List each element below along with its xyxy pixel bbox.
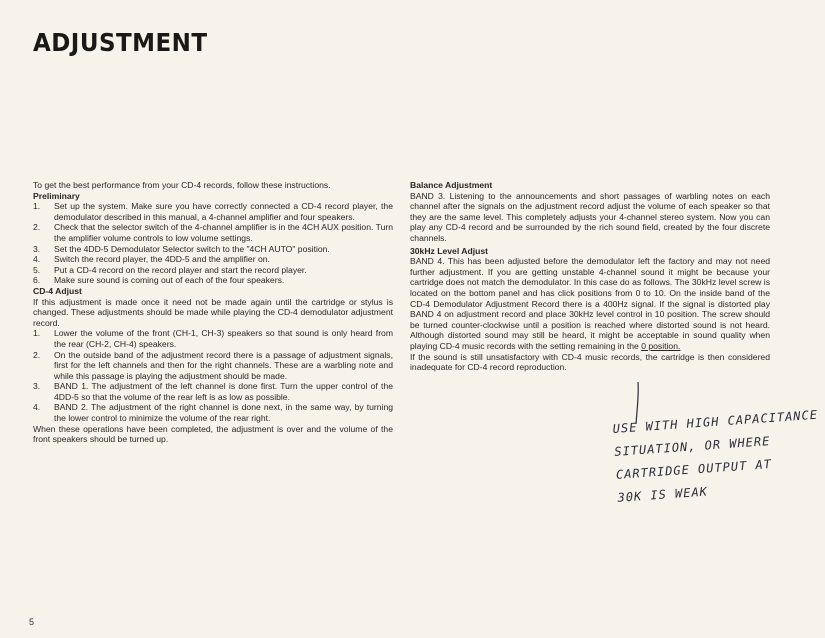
underlined-position-text: 0 position. (641, 340, 681, 351)
level-adjust-paragraph: BAND 4. This has been adjusted before the demodulator left the factory and may not need further adjustment. If you are getting unstable 4-channel sound it might be because your cartridge does not match the demodulator. In this case do as follows. The 30kHz level screw is located on the bottom panel and has click positions from 0 to 10. On the inside band of the CD-4 Demodulator Adjustment Record there is a 400Hz signal. If the signal is distorted play BAND 4 on adjustment record and place 30kHz level control in 10 position. The screw should be turned counter-clockwise until a position is reached where distorted sound is not heard. Although distorted sound may still be heard, it might be acceptable in sound quality when playing CD-4 music records with the setting remaining in the 0 position. (410, 256, 770, 351)
cd4-adjust-heading: CD-4 Adjust (33, 285, 82, 296)
level-adjust-closing: If the sound is still unsatisfactory with CD-4 music records, the cartridge is then considered inadequate for CD-4 record reproduction. (410, 351, 770, 373)
closing-paragraph: When these operations have been completed, the adjustment is over and the volume of the front speakers should be turned up. (33, 423, 393, 445)
intro-paragraph: To get the best performance from your CD-4 records, follow these instructions. (33, 180, 331, 190)
list-item: 2. Check that the selector switch of the 4-channel amplifier is in the 4CH AUX position. Turn the amplifier volume controls to low volume settings. (33, 222, 393, 243)
handwritten-note (612, 404, 824, 510)
balance-adjustment-paragraph: BAND 3. Listening to the announcements and short passages of warbling notes on each channel after the signals on the adjustment record adjust the volume of each speaker so that they are the same level. This completely adjusts your 4-channel stereo system. Now you can play any CD-4 record and be surrounded by the rich sound field, created by the four discrete channels. (410, 190, 770, 243)
preliminary-heading: Preliminary (33, 190, 80, 201)
list-item: 4. BAND 2. The adjustment of the right channel is done next, in the same way, by turning the lower control to minimize the volume of the rear right. (33, 402, 393, 424)
note-line: 30K IS WEAK (617, 484, 709, 505)
note-line: SITUATION, OR WHERE (613, 434, 771, 459)
cd4-intro-paragraph: If this adjustment is made once it need not be made again until the cartridge or stylus is changed. These adjustments should be made while playing the CD-4 demodulator adjustment record. (33, 296, 393, 328)
list-item: 1. Lower the volume of the front (CH-1, CH-3) speakers so that sound is only heard from the rear (CH-2, CH-4) speakers. (33, 328, 393, 349)
list-item: 5. Put a CD-4 record on the record player and start the record player. (33, 264, 307, 275)
balance-adjustment-heading: Balance Adjustment (410, 180, 493, 190)
list-item: 6. Make sure sound is coming out of each of the four speakers. (33, 275, 285, 286)
note-line: USE WITH HIGH CAPACITANCE (612, 407, 819, 436)
list-item: 3. Set the 4DD-5 Demodulator Selector switch to the "4CH AUTO" position. (33, 243, 330, 254)
list-item: 4. Switch the record player, the 4DD-5 and the amplifier on. (33, 254, 270, 265)
list-item: 3. BAND 1. The adjustment of the left channel is done first. Turn the upper control of the 4DD-5 so that the volume of the rear left is as low as possible. (33, 381, 393, 402)
list-item: 1. Set up the system. Make sure you have correctly connected a CD-4 record player, the demodulator described in this manual, a 4-channel amplifier and four speakers. (33, 201, 393, 222)
page-number: 5 (29, 617, 35, 627)
list-item: 2. On the outside band of the adjustment record there is a passage of adjustment signals, first for the left channels and then for the right channels. These are a warbling note and while this passage is playing the adjustment should be made. (33, 349, 393, 381)
level-adjust-heading: 30kHz Level Adjust (410, 245, 489, 256)
page-title: ADJUSTMENT (33, 28, 208, 57)
note-line: CARTRIDGE OUTPUT AT (615, 456, 773, 482)
